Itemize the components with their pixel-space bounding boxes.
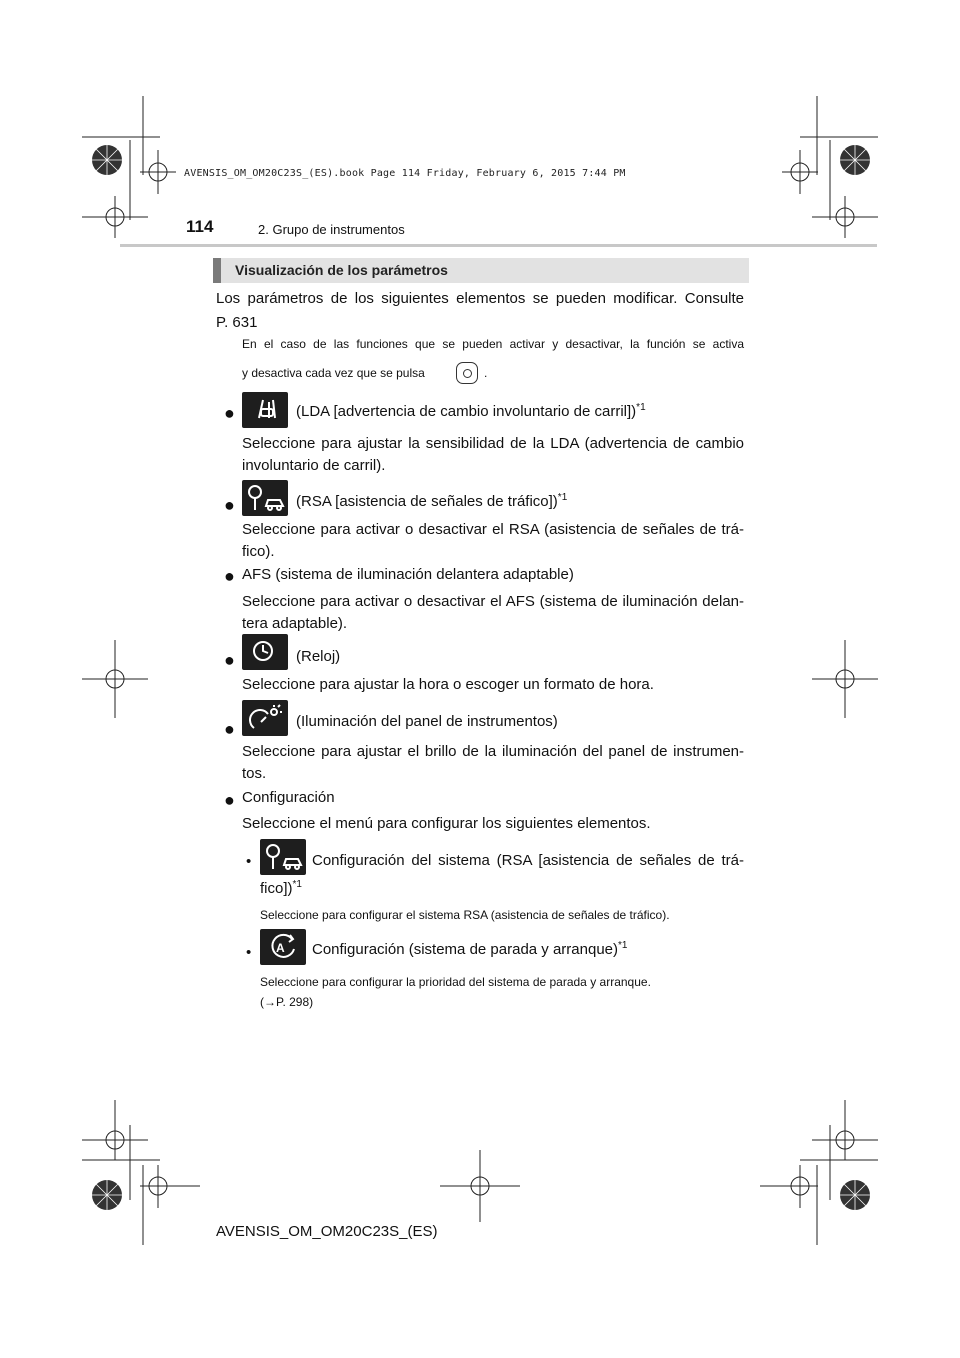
item-lda-desc-1: Seleccione para ajustar la sensibilidad de la LDA (advertencia de cambio bbox=[242, 435, 744, 452]
section-heading-box bbox=[213, 258, 749, 283]
stop-start-icon bbox=[260, 929, 306, 965]
lda-icon bbox=[242, 392, 288, 428]
item-config-desc-1: Seleccione el menú para configurar los siguientes elementos. bbox=[242, 815, 651, 832]
sub-stop-start-label: Configuración (sistema de parada y arranque)$^{*1}$ bbox=[312, 940, 628, 958]
item-afs-desc-2: tera adaptable). bbox=[242, 615, 348, 632]
item-panel-light-label: (Iluminación del panel de instrumentos) bbox=[296, 713, 558, 730]
item-afs-label: AFS (sistema de iluminación delantera adaptable) bbox=[242, 566, 574, 583]
note-line-1: En el caso de las funciones que se pueden activar y desactivar, la función se activa bbox=[242, 337, 744, 351]
rsa-icon bbox=[260, 839, 306, 875]
section-title: 2. Grupo de instrumentos bbox=[258, 222, 405, 237]
item-rsa-desc-2: fico). bbox=[242, 543, 275, 560]
sub-bullet: • bbox=[246, 853, 252, 870]
header-divider bbox=[120, 244, 877, 247]
sub-rsa-label-2: fico])$^{*1}$ bbox=[260, 879, 302, 897]
ok-button-icon bbox=[456, 362, 478, 384]
item-rsa-desc-1: Seleccione para activar o desactivar el RSA (asistencia de señales de trá- bbox=[242, 521, 744, 538]
footer-doc-id: AVENSIS_OM_OM20C23S_(ES) bbox=[216, 1223, 438, 1240]
item-panel-light-desc-1: Seleccione para ajustar el brillo de la iluminación del panel de instrumen- bbox=[242, 743, 744, 760]
item-afs-desc-1: Seleccione para activar o desactivar el AFS (sistema de iluminación delan- bbox=[242, 593, 744, 610]
clock-icon bbox=[242, 634, 288, 670]
item-config-label: Configuración bbox=[242, 789, 335, 806]
section-heading: Visualización de los parámetros bbox=[235, 262, 448, 278]
panel-light-icon bbox=[242, 700, 288, 736]
note-line-2: y desactiva cada vez que se pulsa bbox=[242, 366, 425, 380]
sub-bullet: • bbox=[246, 944, 252, 961]
intro-line-1: Los parámetros de los siguientes elementos se pueden modificar. Consulte bbox=[216, 290, 744, 307]
sub-stop-start-note-2: (→P. 298) bbox=[260, 995, 314, 1009]
note-line-2-end: . bbox=[484, 366, 488, 380]
item-lda-label: (LDA [advertencia de cambio involuntario de carril])$^{*1}$ bbox=[296, 402, 646, 420]
intro-line-2: P. 631 bbox=[216, 314, 258, 331]
bullet: ● bbox=[224, 403, 235, 423]
item-rsa-label: (RSA [asistencia de señales de tráfico])$^{*1}$ bbox=[296, 492, 568, 510]
rsa-icon bbox=[242, 480, 288, 516]
item-panel-light-desc-2: tos. bbox=[242, 765, 267, 782]
item-clock-label: (Reloj) bbox=[296, 648, 341, 665]
item-lda-desc-2: involuntario de carril). bbox=[242, 457, 386, 474]
sub-rsa-note: Seleccione para configurar el sistema RSA (asistencia de señales de tráfico). bbox=[260, 908, 670, 922]
bullet: ● bbox=[224, 790, 235, 810]
sub-stop-start-note-1: Seleccione para configurar la prioridad del sistema de parada y arranque. bbox=[260, 975, 651, 989]
bullet: ● bbox=[224, 566, 235, 586]
page-number: 114 bbox=[186, 217, 214, 236]
item-clock-desc-1: Seleccione para ajustar la hora o escoger un formato de hora. bbox=[242, 676, 654, 693]
book-file-info: AVENSIS_OM_OM20C23S_(ES).book Page 114 Friday, February 6, 2015 7:44 PM bbox=[184, 168, 626, 179]
bullet: ● bbox=[224, 650, 235, 670]
svg-text:A: A bbox=[276, 941, 285, 955]
bullet: ● bbox=[224, 719, 235, 739]
sub-rsa-label-1: Configuración del sistema (RSA [asistencia de señales de trá- bbox=[312, 852, 744, 869]
bullet: ● bbox=[224, 495, 235, 515]
